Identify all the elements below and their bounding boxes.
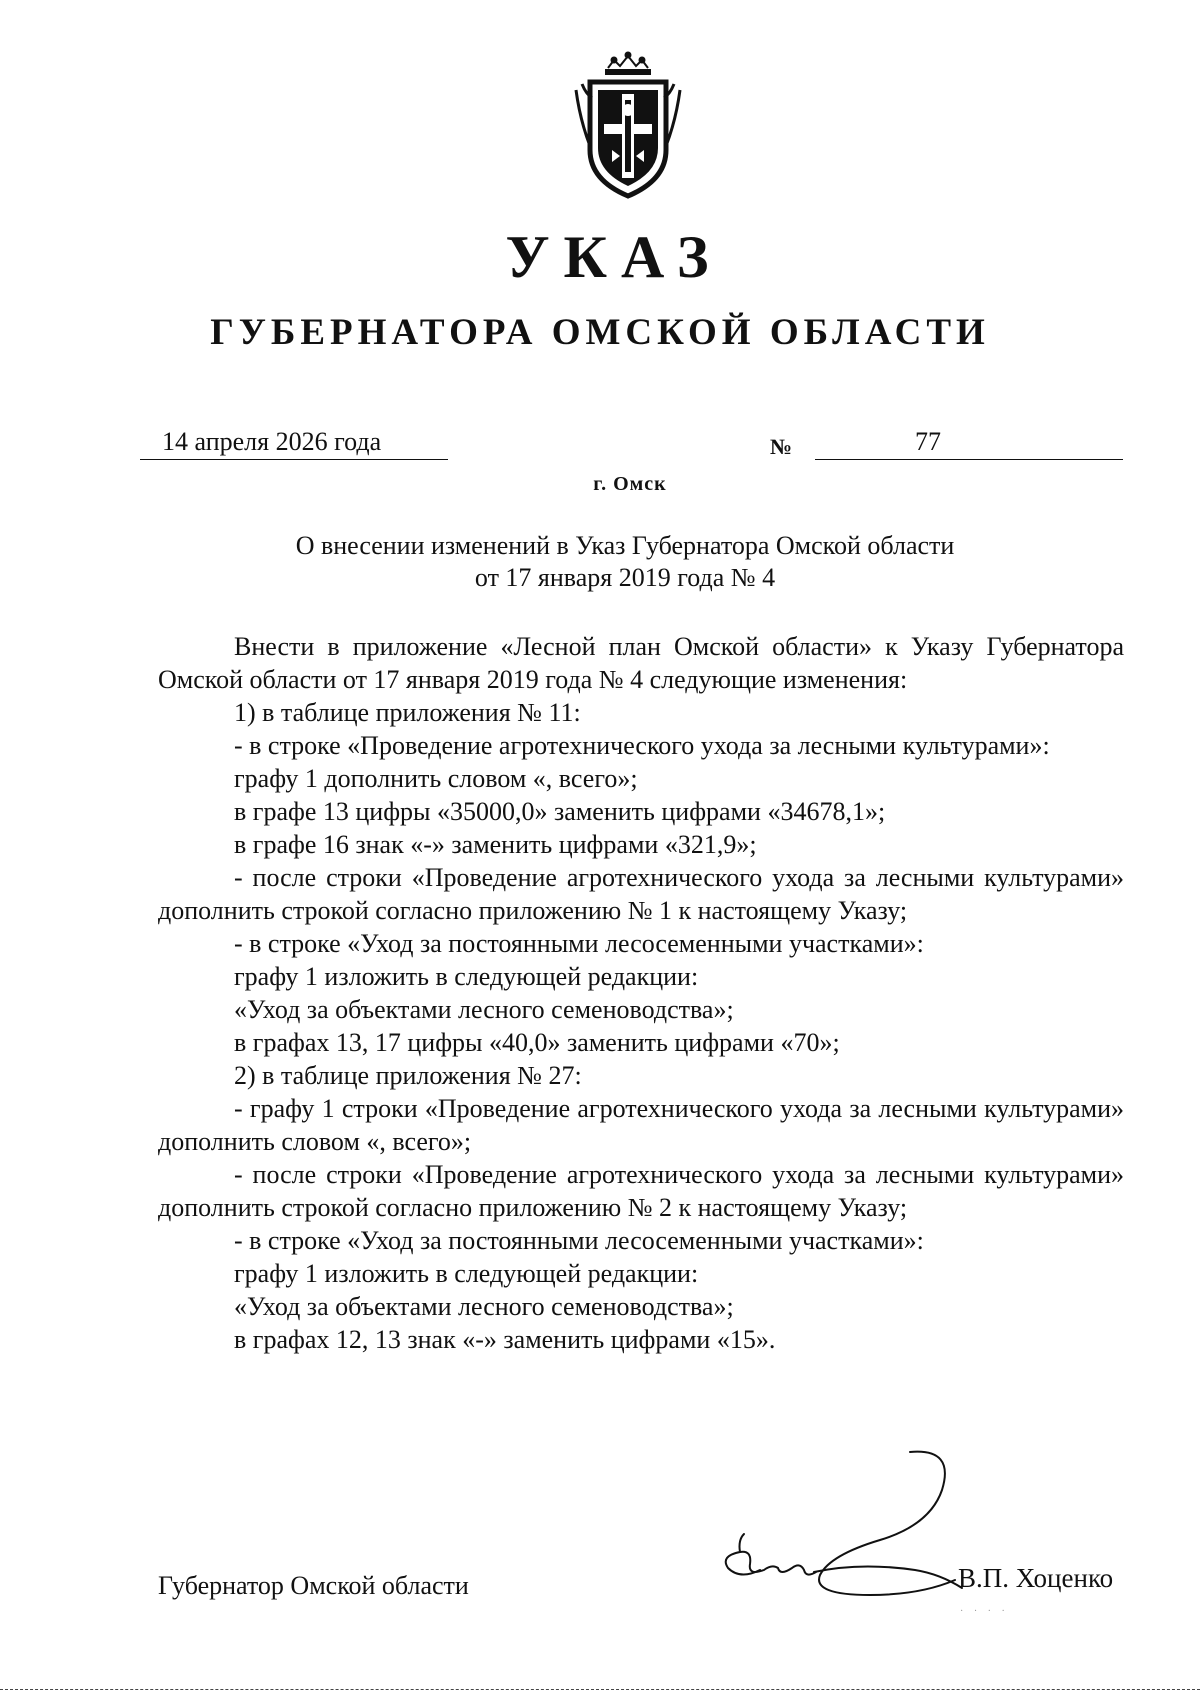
heading-line-2: от 17 января 2019 года № 4 — [474, 563, 776, 592]
decree-date: 14 апреля 2026 года — [162, 427, 382, 456]
faint-stamp-marks: · · · · — [960, 1606, 1009, 1617]
decree-number: 77 — [915, 427, 941, 456]
document-subtitle: ГУБЕРНАТОРА ОМСКОЙ ОБЛАСТИ — [210, 312, 990, 353]
page-bottom-edge — [0, 1689, 1200, 1690]
body-paragraph: в графе 16 знак «-» заменить цифрами «321,9»; — [234, 830, 757, 859]
body-paragraph: 2) в таблице приложения № 27: — [234, 1061, 582, 1090]
body-paragraph: графу 1 дополнить словом «, всего»; — [234, 764, 638, 793]
coat-of-arms-emblem — [568, 50, 688, 200]
body-paragraph: - после строки «Проведение агротехнического ухода за лесными культурами» дополнить строкой согласно приложению № 1 к настоящему Указу; — [158, 863, 1124, 925]
decree-body — [158, 630, 1124, 1356]
body-paragraph: - в строке «Уход за постоянными лесосеменными участками»: — [234, 929, 924, 958]
body-paragraph: Внести в приложение «Лесной план Омской области» к Указу Губернатора Омской области от 17 января 2019 года № 4 следующие изменения: — [158, 632, 1124, 694]
body-paragraph: - в строке «Уход за постоянными лесосеменными участками»: — [234, 1226, 924, 1255]
decree-date-field — [140, 427, 448, 460]
body-paragraph: в графах 13, 17 цифры «40,0» заменить цифрами «70»; — [234, 1028, 840, 1057]
body-paragraph: в графах 12, 13 знак «-» заменить цифрами «15». — [234, 1325, 776, 1354]
decree-number-field — [815, 427, 1123, 460]
body-paragraph: графу 1 изложить в следующей редакции: — [234, 962, 699, 991]
decree-number-label: № — [770, 434, 793, 459]
decree-city: г. Омск — [593, 473, 667, 495]
signatory-position: Губернатор Омской области — [158, 1571, 469, 1600]
body-paragraph: «Уход за объектами лесного семеноводства»; — [234, 1292, 734, 1321]
body-paragraph: графу 1 изложить в следующей редакции: — [234, 1259, 699, 1288]
signatory-name: В.П. Хоценко — [958, 1563, 1114, 1593]
heading-line-1: О внесении изменений в Указ Губернатора Омской области — [295, 531, 955, 560]
body-paragraph: в графе 13 цифры «35000,0» заменить цифрами «34678,1»; — [234, 797, 886, 826]
body-paragraph: - в строке «Проведение агротехнического ухода за лесными культурами»: — [234, 731, 1050, 760]
handwritten-signature — [680, 1430, 980, 1610]
decree-heading — [0, 530, 1200, 594]
body-paragraph: - графу 1 строки «Проведение агротехнического ухода за лесными культурами» дополнить словом «, всего»; — [158, 1094, 1124, 1156]
body-paragraph: - после строки «Проведение агротехнического ухода за лесными культурами» дополнить строкой согласно приложению № 2 к настоящему Указу; — [158, 1160, 1124, 1222]
document-title: УКАЗ — [505, 224, 723, 290]
body-paragraph: «Уход за объектами лесного семеноводства»; — [234, 995, 734, 1024]
body-paragraph: 1) в таблице приложения № 11: — [234, 698, 581, 727]
